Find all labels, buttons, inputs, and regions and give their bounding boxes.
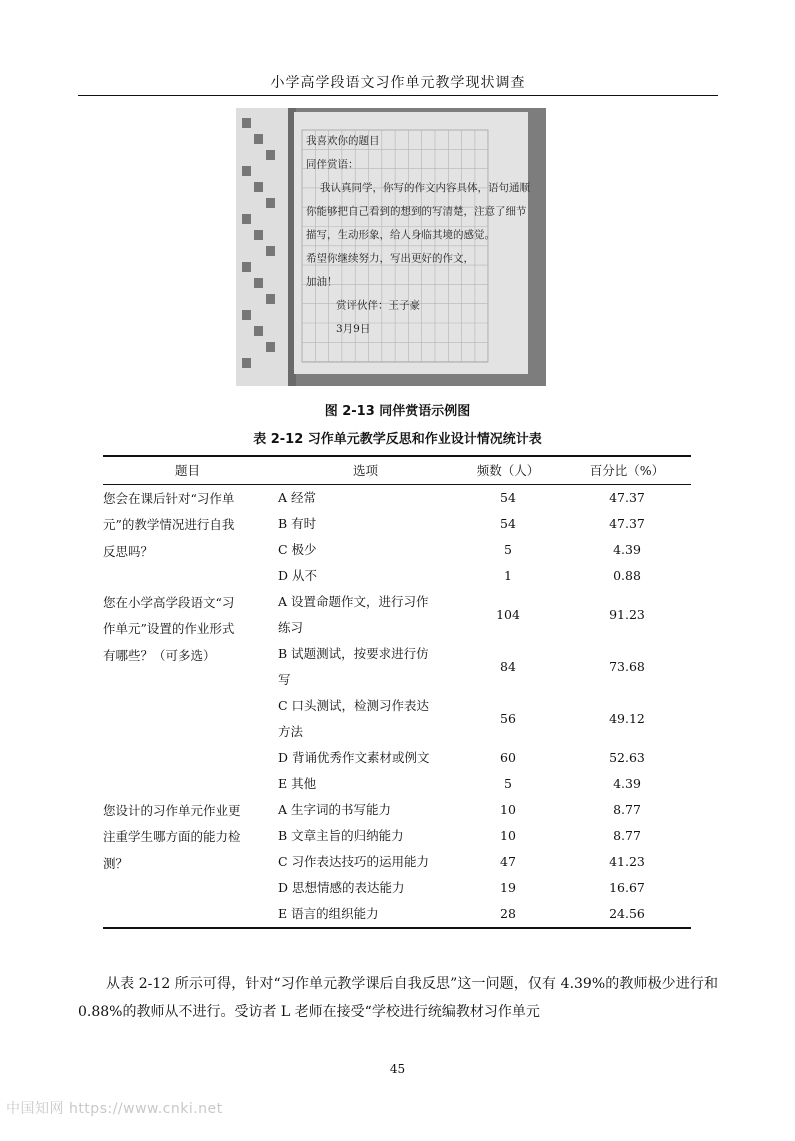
option-line: C 习作表达技巧的运用能力 [278,853,430,869]
frequency-cell: 1 [504,567,512,583]
frequency-cell: 10 [500,801,516,817]
handwriting-line: 同伴赏语： [306,158,359,171]
left-page-glyph [266,198,275,208]
left-page-glyph [242,118,251,128]
percentage-cell: 8.77 [613,801,641,817]
frequency-cell: 54 [500,515,516,531]
option-cell [278,797,453,823]
percentage-cell: 4.39 [613,775,641,791]
table-caption: 表 2-12 习作单元教学反思和作业设计情况统计表 [253,432,542,447]
table-row [103,797,691,823]
option-line: D 思想情感的表达能力 [278,879,405,895]
handwriting-line: 我认真同学，你写的作文内容具体，语句通顺 [320,182,530,194]
header-rule [78,95,718,96]
option-line: 方法 [278,723,304,739]
handwritten-comment-photo [236,108,546,386]
percentage-cell: 47.37 [609,489,645,505]
frequency-cell: 5 [504,541,512,557]
question-line: 反思吗？ [103,543,154,559]
frequency-cell: 47 [500,853,516,869]
option-line: B 有时 [278,515,317,531]
left-page-glyph [266,342,275,352]
left-page-glyph [266,246,275,256]
handwriting-line: 我喜欢你的题目 [306,135,380,147]
left-page-glyph [242,166,251,176]
option-line: C 极少 [278,541,317,557]
header-frequency: 频数（人） [476,463,540,479]
left-page-glyph [254,326,263,336]
left-page-glyph [254,230,263,240]
percentage-cell: 52.63 [609,749,645,765]
handwriting-line: 加油！ [306,276,338,288]
option-cell [278,484,453,511]
option-line: E 语言的组织能力 [278,905,379,921]
option-cell [278,563,453,589]
frequency-cell: 28 [500,905,516,921]
handwriting-line: 描写，生动形象，给人身临其境的感觉。 [306,229,495,241]
option-line: A 经常 [278,489,317,505]
frequency-cell: 5 [504,775,512,791]
option-cell [278,823,453,849]
figure-caption: 图 2-13 同伴赏语示例图 [324,404,471,419]
option-line: 练习 [278,619,304,635]
question-cell [103,484,278,589]
question-cell [103,589,278,797]
percentage-cell: 16.67 [609,879,645,895]
handwriting-line: 3月9日 [336,323,371,335]
option-cell [278,589,453,641]
question-line: 测？ [103,855,129,871]
question-line: 您会在课后针对“习作单 [103,490,235,506]
statistics-table [103,455,691,929]
cnki-watermark: 中国知网 https://www.cnki.net [6,1101,223,1117]
option-cell [278,849,453,875]
option-cell [278,537,453,563]
question-line: 您设计的习作单元作业更 [103,802,241,818]
option-cell [278,901,453,928]
option-cell [278,641,453,693]
question-cell [103,797,278,928]
percentage-cell: 41.23 [609,853,645,869]
option-line: A 设置命题作文，进行习作 [278,593,429,609]
frequency-cell: 56 [500,710,516,726]
option-cell [278,511,453,537]
option-cell [278,693,453,745]
frequency-cell: 10 [500,827,516,843]
header-percentage: 百分比（%） [589,463,665,479]
handwriting-line: 希望你继续努力，写出更好的作文， [306,252,474,265]
handwriting-line: 赏评伙伴：王子豪 [336,299,420,312]
percentage-cell: 4.39 [613,541,641,557]
percentage-cell: 8.77 [613,827,641,843]
percentage-cell: 49.12 [609,710,645,726]
option-line: E 其他 [278,775,317,791]
percentage-cell: 47.37 [609,515,645,531]
page-number: 45 [389,1062,406,1076]
left-page [236,108,288,386]
left-page-glyph [254,182,263,192]
left-page-glyph [242,358,251,368]
percentage-cell: 24.56 [609,905,645,921]
option-cell [278,745,453,771]
option-line: B 试题测试，按要求进行仿 [278,645,429,661]
photo-drawing [236,108,546,386]
frequency-cell: 54 [500,489,516,505]
option-line: B 文章主旨的归纳能力 [278,827,404,843]
left-page-glyph [242,310,251,320]
header-option: 选项 [352,463,378,479]
table-row [103,589,691,641]
handwriting-line: 你能够把自己看到的想到的写清楚，注意了细节 [306,205,527,218]
option-line: C 口头测试，检测习作表达 [278,697,430,713]
frequency-cell: 60 [500,749,516,765]
frequency-cell: 104 [496,606,520,622]
left-page-glyph [266,150,275,160]
frequency-cell: 19 [500,879,516,895]
option-line: 写 [278,671,291,687]
table-header-row [103,456,691,484]
left-page-glyph [266,294,275,304]
frequency-cell: 84 [500,658,516,674]
right-page [294,112,528,374]
table-row [103,484,691,511]
left-page-glyph [254,134,263,144]
option-cell [278,771,453,797]
question-line: 有哪些？（可多选） [103,647,216,663]
left-page-glyph [254,278,263,288]
table-body [103,484,691,928]
option-line: D 背诵优秀作文素材或例文 [278,749,430,765]
option-cell [278,875,453,901]
header-question: 题目 [174,463,200,479]
running-header: 小学高学段语文习作单元教学现状调查 [270,75,526,91]
option-line: A 生字词的书写能力 [278,801,392,817]
left-page-glyph [242,262,251,272]
percentage-cell: 0.88 [613,567,641,583]
percentage-cell: 91.23 [609,606,645,622]
option-line: D 从不 [278,567,317,583]
percentage-cell: 73.68 [609,658,645,674]
question-line: 元”的教学情况进行自我 [103,517,235,532]
left-page-glyph [242,214,251,224]
body-paragraph: 从表 2-12 所示可得，针对“习作单元教学课后自我反思”这一问题，仅有 4.39%的教师极少进行和 0.88%的教师从不进行。受访者 L 老师在接受“学校进行统编教材习作单元 [78,976,718,1020]
question-line: 注重学生哪方面的能力检 [103,829,241,844]
question-line: 作单元”设置的作业形式 [103,621,235,636]
question-line: 您在小学高学段语文“习 [103,594,235,610]
